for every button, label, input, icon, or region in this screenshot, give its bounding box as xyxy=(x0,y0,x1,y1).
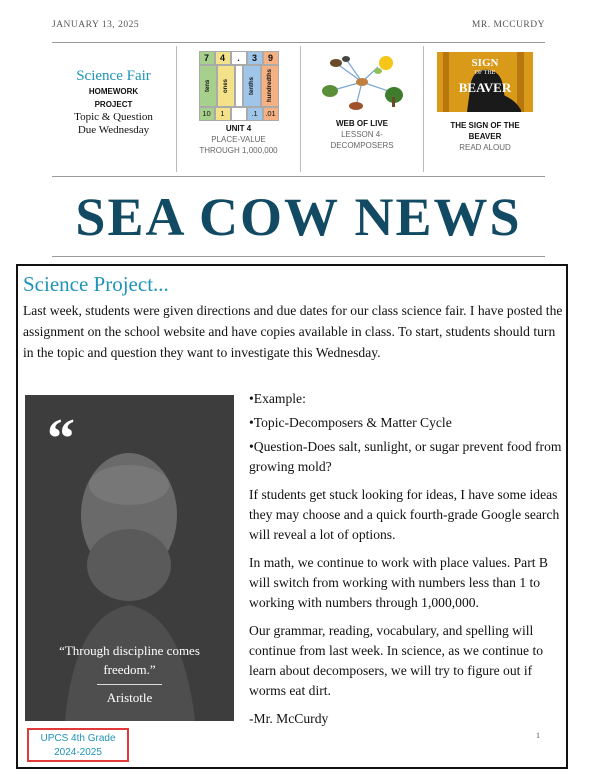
masthead-divider-bottom xyxy=(52,256,545,257)
digit-cell: 7 xyxy=(199,51,215,65)
digit-cell: 9 xyxy=(263,51,279,65)
aristotle-quote-image xyxy=(25,395,234,721)
place-value-digits xyxy=(199,51,279,65)
place-name-cell: ones xyxy=(217,65,235,107)
page-number: 1 xyxy=(536,731,540,740)
article-intro: Last week, students were given directions and due dates for our class science fair. I have posted the assignment on the school website and have copies available in class. To start, students should turn in the topic and question they want to investigate this Wednesday. xyxy=(23,303,563,360)
place-value-box xyxy=(176,46,300,172)
place-value-cell xyxy=(231,107,247,121)
science-fair-line1: Topic & Question xyxy=(74,111,153,123)
web-caption-line1: LESSON 4- xyxy=(341,130,383,139)
quote-author: Aristotle xyxy=(106,690,153,705)
place-name-cell: hundredths xyxy=(261,65,279,107)
ideas-paragraph: If students get stuck looking for ideas, I have some ideas they may choose and a quick fourth-grade Google search will reveal a lot of options. xyxy=(249,487,560,542)
place-value-chart xyxy=(199,51,279,123)
book-caption-line3: READ ALOUD xyxy=(459,143,511,152)
web-of-life-box xyxy=(300,46,423,172)
place-value-cell: 10 xyxy=(199,107,215,121)
digit-cell: 4 xyxy=(215,51,231,65)
book-caption-line1: THE SIGN OF THE xyxy=(450,121,520,130)
school-line2: 2024-2025 xyxy=(54,747,102,758)
signature: -Mr. McCurdy xyxy=(249,711,329,726)
science-fair-title: Science Fair xyxy=(76,68,151,84)
science-fair-line2: Due Wednesday xyxy=(77,124,150,136)
quote-line2: freedom.” xyxy=(103,662,156,677)
masthead-divider-top xyxy=(52,176,545,177)
school-label xyxy=(27,728,129,762)
unit-caption: UNIT 4 xyxy=(225,124,252,133)
science-fair-sub2: PROJECT xyxy=(94,100,133,109)
book-cover xyxy=(437,52,533,112)
example-label: •Example: xyxy=(249,391,306,406)
digit-cell: . xyxy=(231,51,247,65)
place-name-cell: tens xyxy=(199,65,217,107)
place-value-cell: .01 xyxy=(263,107,279,121)
grammar-science-paragraph: Our grammar, reading, vocabulary, and spelling will continue from last week. In science, as we continue to learn about decomposers, we will try to figure out if worms eat dirt. xyxy=(249,623,544,698)
web-caption-line2: DECOMPOSERS xyxy=(330,141,394,150)
place-value-values xyxy=(199,107,279,121)
svg-text:BEAVER: BEAVER xyxy=(458,80,512,95)
book-caption-line2: BEAVER xyxy=(468,132,502,141)
article-title: Science Project... xyxy=(23,272,169,296)
svg-text:SIGN: SIGN xyxy=(471,57,499,69)
top-bar xyxy=(52,20,545,43)
quote-text xyxy=(25,641,234,679)
masthead-title: SEA COW NEWS xyxy=(75,187,522,247)
book-box xyxy=(423,46,546,172)
article-body xyxy=(249,389,565,737)
issue-date: JANUARY 13, 2025 xyxy=(52,20,140,30)
example-topic: •Topic-Decomposers & Matter Cycle xyxy=(249,415,452,430)
digit-cell: 3 xyxy=(247,51,263,65)
web-caption: WEB OF LIVE xyxy=(336,119,388,128)
beaver-silhouette xyxy=(437,52,533,112)
school-line1: UPCS 4th Grade xyxy=(40,733,116,744)
science-project-article xyxy=(16,264,568,769)
science-fair-box xyxy=(52,46,175,172)
unit-caption-line2: THROUGH 1,000,000 xyxy=(199,146,278,155)
science-fair-sub1: HOMEWORK xyxy=(88,87,139,96)
quote-divider xyxy=(97,684,162,685)
place-value-cell: 1 xyxy=(215,107,231,121)
place-name-cell: tenths xyxy=(243,65,261,107)
example-question: •Question-Does salt, sunlight, or sugar prevent food from growing mold? xyxy=(249,439,562,474)
place-name-cell xyxy=(235,65,243,107)
math-paragraph: In math, we continue to work with place values. Part B will switch from working with numbers less than 1 to working with numbers through 1,000,000. xyxy=(249,555,548,610)
quote-line1: “Through discipline comes xyxy=(59,643,200,658)
svg-text:OF THE: OF THE xyxy=(474,70,496,76)
author-name: MR. MCCURDY xyxy=(471,20,545,30)
food-web-illustration xyxy=(316,51,408,113)
place-value-cell: .1 xyxy=(247,107,263,121)
place-value-names xyxy=(199,65,279,107)
quote-mark-icon: “ xyxy=(47,408,75,470)
unit-caption-line1: PLACE-VALUE xyxy=(211,135,266,144)
feature-boxes xyxy=(52,46,545,172)
